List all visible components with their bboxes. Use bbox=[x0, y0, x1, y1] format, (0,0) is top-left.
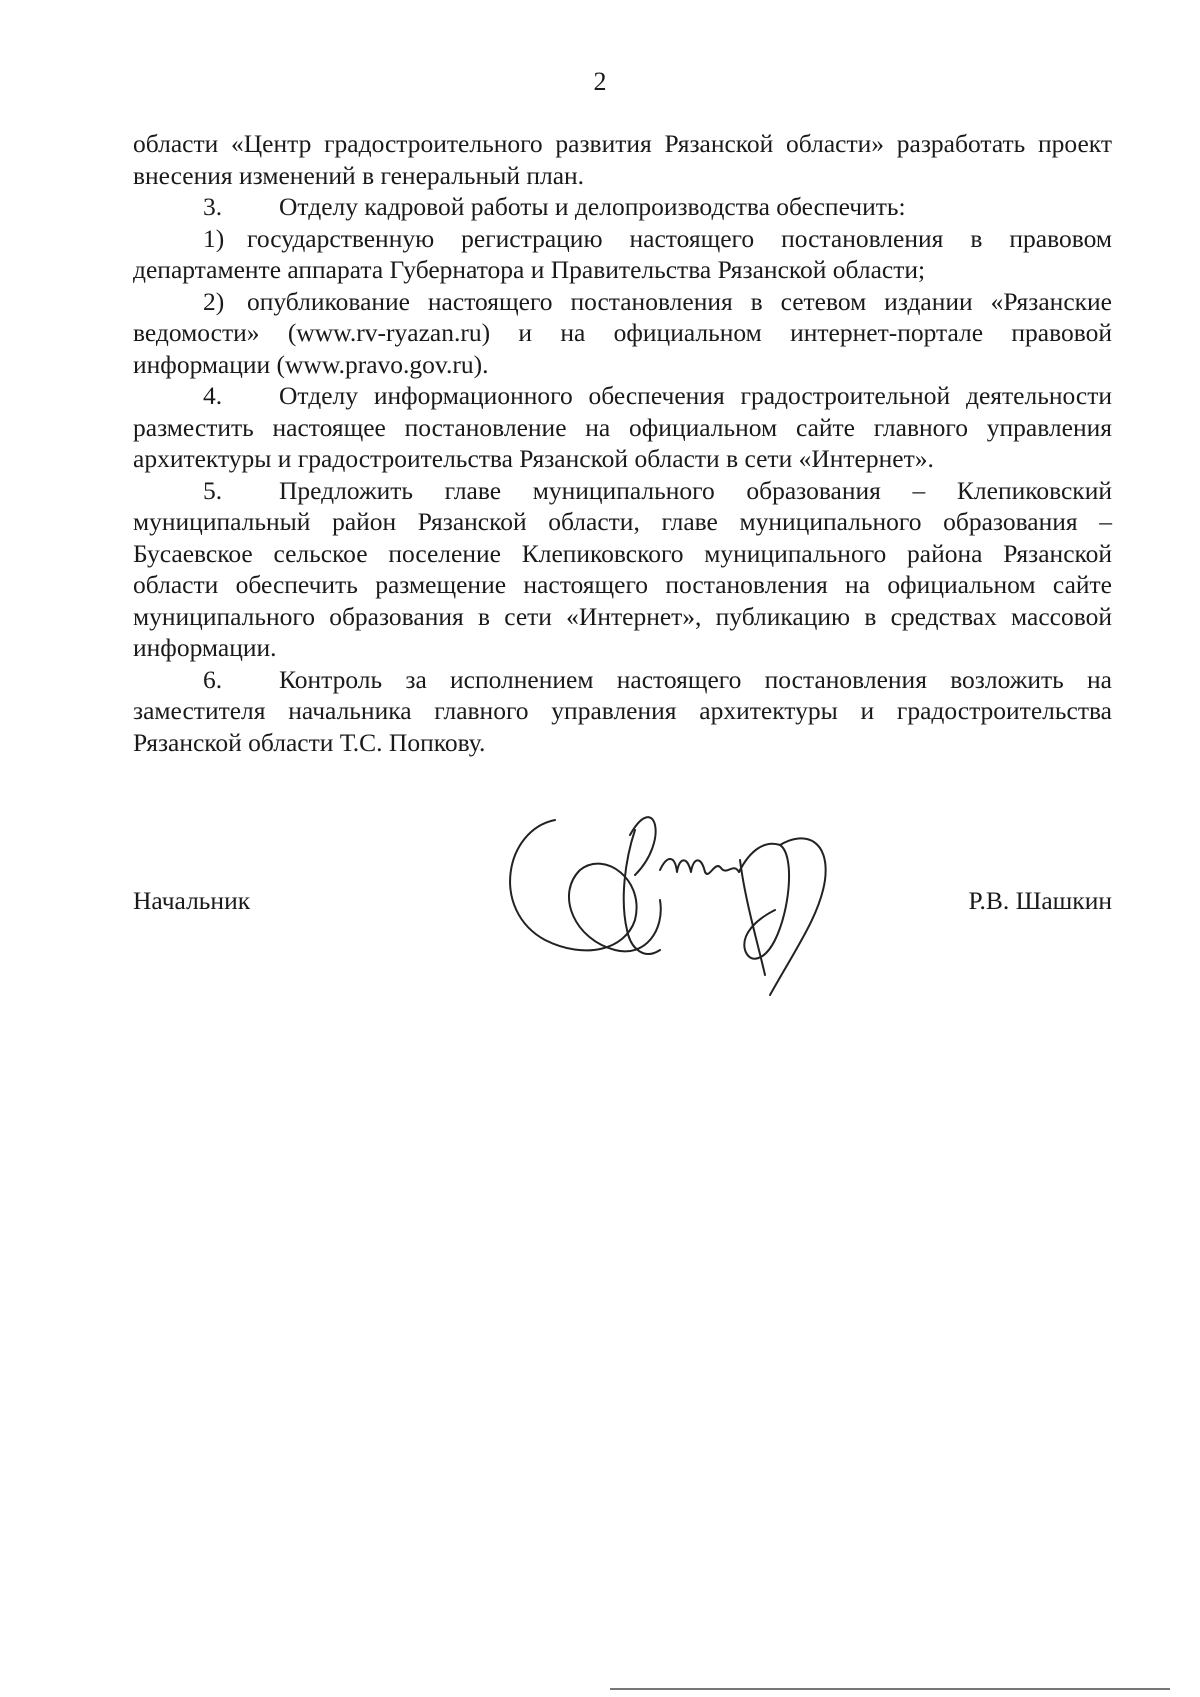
paragraph-item-5 bbox=[133, 475, 1112, 664]
paragraph-text: Предложить главе муниципального образования – Клепиковский муниципальный район Рязанской области, главе муниципального образования – Бусаевское сельское поселение Клепиковского муниципального района Рязанской области обеспечить размещение настоящего постановления на официальном сайте муниципального образования в сети «Интернет», публикацию в средствах массовой информации. bbox=[133, 475, 1112, 662]
item-number: 3. bbox=[203, 192, 223, 221]
paragraph-text: области «Центр градостроительного развития Рязанской области» разработать проект внесения изменений в генеральный план. bbox=[133, 129, 1112, 190]
paragraph-subitem-1 bbox=[133, 223, 1112, 286]
signer-name: Р.В. Шашкин bbox=[968, 886, 1112, 915]
footer-divider bbox=[610, 1688, 1170, 1690]
item-number: 6. bbox=[203, 664, 223, 694]
paragraph-text: Отделу кадровой работы и делопроизводства обеспечить: bbox=[279, 192, 906, 221]
paragraph-subitem-2 bbox=[133, 286, 1112, 381]
subitem-number: 2) bbox=[203, 286, 225, 316]
paragraph-text: государственную регистрацию настоящего постановления в правовом департаменте аппарата Губернатора и Правительства Рязанской области; bbox=[133, 223, 1112, 284]
subitem-number: 1) bbox=[203, 223, 225, 253]
page-number: 2 bbox=[593, 67, 607, 96]
paragraph-item-6 bbox=[133, 664, 1112, 759]
paragraph-continuation bbox=[133, 128, 1112, 191]
paragraph-item-3 bbox=[133, 191, 1112, 223]
paragraph-text: Контроль за исполнением настоящего постановления возложить на заместителя начальника главного управления архитектуры и градостроительства Рязанской области Т.С. Попкову. bbox=[133, 664, 1112, 757]
item-number: 5. bbox=[203, 475, 223, 505]
document-body bbox=[133, 128, 1112, 758]
paragraph-text: Отделу информационного обеспечения градостроительной деятельности разместить настоящее постановление на официальном сайте главного управления архитектуры и градостроительства Рязанской области в сети «Интернет». bbox=[133, 381, 1112, 473]
signer-title: Начальник bbox=[133, 886, 251, 915]
paragraph-item-4 bbox=[133, 380, 1112, 475]
paragraph-text: опубликование настоящего постановления в сетевом издании «Рязанские ведомости» (www.rv-ryazan.ru) и на официальном интернет-портале правовой информации (www.pravo.gov.ru). bbox=[133, 286, 1112, 379]
signature-block bbox=[133, 885, 1112, 925]
item-number: 4. bbox=[203, 381, 223, 410]
